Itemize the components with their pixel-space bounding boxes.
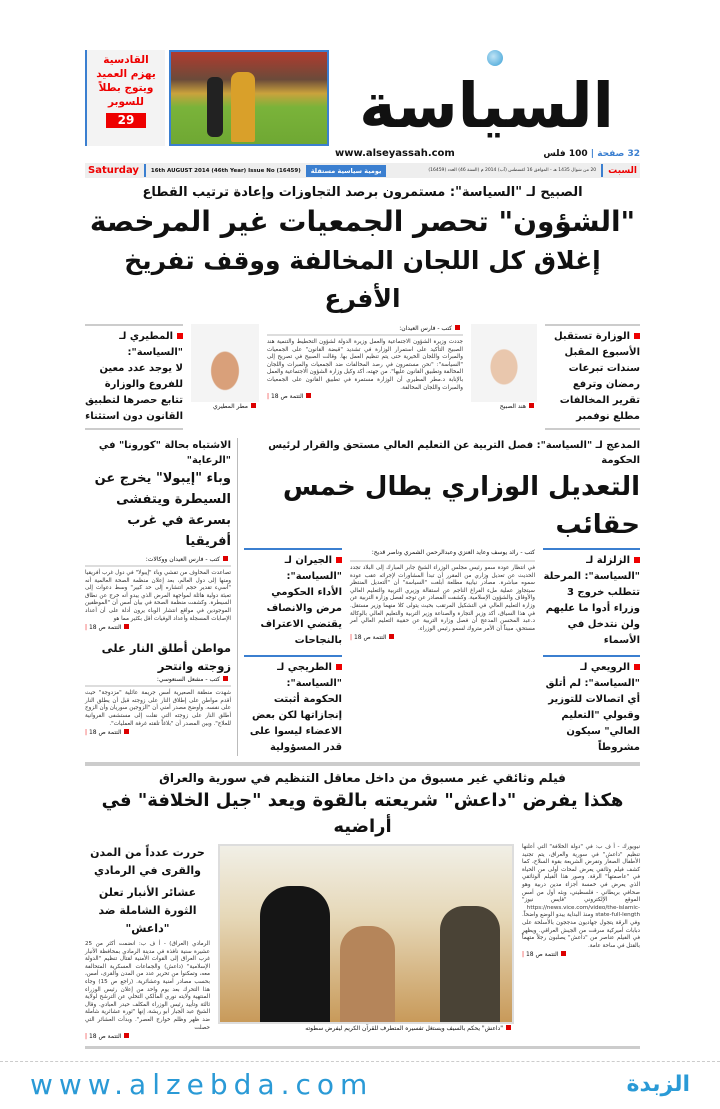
isis-continued[interactable]: | 18 التتمة ص xyxy=(522,950,640,960)
website[interactable]: www.alseyassah.com xyxy=(335,148,455,159)
lead-body: جددت وزيرة الشؤون الاجتماعية والعمل وزيرة الدولة لشؤون التخطيط والتنمية هند الصبيح التأكيد على استمرار الوزارة في تشديد "قبضة القانون" على الجمعيات والمبرات واللجان الخيرية حتى يتم تنظيم العمل بها. وقالت الصبيح في تصريح إلى "السياسة": "نحن مستمرون في رصد المخالفات ضد الجمعيات والمبرات واللجان المخالفة وتطبيق القانون عليها". من جهته، أكد وكيل وزارة الشؤون الاجتماعية والعمل بالإنابة د.مطر المطيري أن الوزارة مستمرة في تطبيق القانون على الجمعيات والمبرات واللجان المخالفة. xyxy=(267,334,463,392)
side-text: لا يوجد عدد معين للفروع والوزارة تتابع حصرها لتطبيق القانون دون استثناء xyxy=(85,363,183,422)
crime-headline[interactable]: مواطن أطلق النار على زوجته وانتحر xyxy=(101,641,231,674)
divider xyxy=(601,164,603,177)
child-figure xyxy=(340,926,395,1024)
divider xyxy=(144,164,146,177)
crime-body: شهدت منطقة الصعيرية أمس جريمة عائلية "مزدوجة" حيث أقدم مواطن على إطلاق النار على زوجته قبل أن يطلق النار على نفسه. وأوضح مصدر أمني أن "الزوجين سوريان وأن الزوج أطلق النار على زوجته التي نقلت إلى مستشفى الفروانية للعلاج". وبين المصدر أن "بلاغاً تلقته غرفة العمليات". xyxy=(85,685,231,728)
isis-body: نيويورك - أ ف ب: في "دولة الخلافة" التي أعلنها تنظيم "داعش" في سورية والعراق، يتم تجنيد الأطفال الصغار وتفرض الشريعة بقوة السلاح، كما كشف فيلم وثائقي يعرض لمحات أولى من الحياة في "عاصمتها" الرقة. وصور هذا الفيلم الوثائقي الذي يعرض في خمسة أجزاء مدين دربية وهو صحافي بريطاني - فلسطيني، وبثه أول من أمس الموقع الإلكتروني "فايس نيوز" https://news.vice.com/video/the-islamic-state-full-length ومنذ البداية يبدو الوضع واضحاً. وفي الرقة يتجول جهاديون مدججون بالأسلحة على دبابات أميركية سرقت من الجيش العراقي. ويظهر في الفيلم عناصر من "داعش" يصلبون رجلاً متهماً بالقتل في ساحة عامة. xyxy=(522,844,640,949)
date-en: 16th AUGUST 2014 (46th Year) Issue No (16459) xyxy=(150,167,301,174)
column-divider xyxy=(237,438,238,756)
ebola-continued[interactable]: | 18 التتمة ص xyxy=(85,623,231,633)
ebola-kicker[interactable]: الاشتباه بحالة "كورونا" في "الرعاية" xyxy=(98,440,231,466)
isis-body-column xyxy=(522,844,640,960)
photo-matar-almutairi xyxy=(191,324,259,402)
crime-continued[interactable]: | 18 التتمة ص xyxy=(85,728,231,738)
bullet-icon xyxy=(634,664,640,670)
lead-kicker[interactable]: الصبيح لـ "السياسة": مستمرون برصد التجاوزات وإعادة ترتيب القطاع xyxy=(142,185,583,200)
separator: | xyxy=(590,148,595,159)
lead-side-left[interactable]: المطيري لـ "السياسة": لا يوجد عدد معين للفروع والوزارة تتابع حصرها لتطبيق القانون دون استثناء xyxy=(85,324,183,430)
masthead-logo[interactable]: السياسة xyxy=(359,69,614,142)
lead-row xyxy=(85,324,640,430)
date-ar: 20 من شوال 1435 هـ - الموافق 16 اغسطس (آب) 2014 م (السنة 46) العدد (16459) xyxy=(428,167,597,173)
fighter-figure xyxy=(260,886,330,1024)
sport-photo[interactable] xyxy=(169,50,329,146)
isis-headline[interactable]: هكذا يفرض "داعش" شريعته بالقوة ويعد "جيل الخلافة" في أراضيه xyxy=(101,790,624,837)
section-divider xyxy=(85,762,640,766)
cabinet-left-column xyxy=(244,548,342,756)
bullet-icon xyxy=(336,557,342,563)
anbar-headline[interactable]: عشائر الأنبار تعلن الثورة الشاملة ضد "داعش" xyxy=(98,886,197,935)
lead-headline-2[interactable]: إغلاق كل اللجان المخالفة ووقف تفريخ الأفرع xyxy=(124,246,601,313)
isis-row xyxy=(85,844,640,1042)
anbar-continued[interactable]: | 18 التتمة ص xyxy=(85,1032,210,1042)
lead-byline: كتب - فارس العيدان: xyxy=(267,324,463,334)
isis-kicker[interactable]: فيلم وثائقي غير مسبوق من داخل معاقل التنظيم في سورية والعراق xyxy=(159,771,566,785)
cabinet-side-1[interactable]: الزلزلة لـ "السياسة": المرحلة تتطلب خروج 3 وزراء أدوا ما عليهم ولن نتدخل في الأسماء xyxy=(543,548,640,649)
cabinet-body: في انتظار عودة سمو رئيس مجلس الوزراء الشيخ جابر المبارك إلى البلاد تجدد الحديث عن تعديل وزاري من المقرر أن تبدأ المشاورات لإجرائه عقب عودة سموه مباشرة. مصادر نيابية مطلعة أبلغت "السياسة" أن "التعديل المنتظر سيتجاوز عملية ملء الفراغ الناجم عن استقالة وزيري التربية والتعليم العالي والأوقاف والشؤون الإسلامية. وكشفت المصادر عن توجه لفصل وزارة التربية عن وزارة التعليم العالي في التشكيل المرتقب بحيث يتولى كلا منهما وزير مستقل. في هذا السياق، أكد وزير التجارة والصناعة وزير التربية والتعليم العالي بالوكالة د.عبد المحسن المدعج أن فصل وزارة التربية عن حقيبة التعليم العالي أمر مستحق، مبيناً أن الأمر متروك لسمو رئيس الوزراء. xyxy=(350,560,535,633)
day-ar: السبت xyxy=(608,165,637,176)
masthead xyxy=(85,50,640,146)
anbar-column xyxy=(85,844,210,1042)
photo-left-column xyxy=(191,324,259,412)
bullet-icon xyxy=(634,557,640,563)
anbar-body: الرمادي (العراق) - أ ف ب: انضمت أكثر من 25 عشيرة سنية نافذة في مدينة الرمادي بمحافظة الأنبار غرب العراق إلى القوات الأمنية لقتال تنظيم "الدولة الإسلامية" (داعش) والجماعات العسكرية المتحالفة معه، وتمكنوا من تحرير عدد من المدن والقرى، أمس، بحسب مصادر أمنية وعشائرية. (راجع ص 15) وجاء هذا التحرك بعد يوم واحد من إعلان رئيس الوزراء المنتهية ولايته نوري المالكي التخلي عن الترشح لولاية ثالثة وتأييد رئيس الوزراء المكلف حيدر العبادي. وقال الشيخ عبد الجبار أبو ريشة، إنها "ثورة عشائرية شاملة ضد ظهر وظلم خوارج العصر". وبدأت العشائر التي حصلت xyxy=(85,941,210,1031)
isis-photo-caption: "داعش" يحكم بالسيف ويستغل تفسيره المتطرف للقرآن الكريم ليفرض سطوته xyxy=(218,1024,514,1034)
price-line xyxy=(543,149,640,159)
lead-continued[interactable]: | 18 التتمة ص xyxy=(267,392,463,402)
front-page xyxy=(85,0,640,1049)
cabinet-byline: كتب - رائد يوسف وعايد العنزي وعبدالرحمن الشمري وناصر قديح: xyxy=(371,549,535,556)
tagline: يومية سياسية مستقلة xyxy=(306,165,387,177)
cabinet-body-column xyxy=(350,548,535,643)
cabinet-headline[interactable]: التعديل الوزاري يطال خمس حقائب xyxy=(282,472,640,540)
sport-teaser[interactable] xyxy=(85,50,165,146)
photo-hind-alsubaih xyxy=(471,324,537,402)
cabinet-row xyxy=(244,548,640,756)
section-divider xyxy=(85,1046,640,1049)
photo-caption: مطر المطيري xyxy=(191,402,259,412)
photo-right-column xyxy=(471,324,537,412)
date-bar xyxy=(85,163,640,178)
lead-headline-1[interactable]: "الشؤون" تحصر الجمعيات غير المرخصة xyxy=(89,205,636,238)
lead-side-right[interactable] xyxy=(545,324,640,430)
left-column xyxy=(85,438,237,738)
bullet-icon xyxy=(634,333,640,339)
footer xyxy=(0,1062,720,1109)
footer-url[interactable]: www.alzebda.com xyxy=(30,1068,374,1102)
ebola-body: تصاعدت المخاوف من تفشي وباء "إيبولا" في دول غرب أفريقيا ومنها إلى دول العالم، بعد إعلان منظمة الصحة العالمية أنه "أسيء تقدير حجم انتشاره إلى حد كبير" وسط دعوات إلى تعبئة دولية هائلة لمواجهة المرض الذي يبدو أنه خرج عن نطاق السيطرة. وكشفت منظمة الصحة في بيان أمس أن "الموظفين الموجودين في مواقع انتشار الوباء يرون أدلة على أن أعداد الإصابات المسجلة وأعداد الوفيات أقل بكثير مما هو xyxy=(85,565,231,623)
player-figure xyxy=(231,72,255,142)
cabinet-right-column xyxy=(543,548,640,756)
footer-logo[interactable]: الزبدة xyxy=(626,1072,690,1098)
day-en: Saturday xyxy=(88,165,139,176)
cabinet-story xyxy=(238,438,640,756)
fighter-figure xyxy=(440,906,500,1024)
cabinet-side-4[interactable]: الطريجي لـ "السياسة": الحكومة أثبتت إنجازاتها لكن بعض الاعضاء ليسوا على قدر المسؤولية xyxy=(244,655,342,756)
ebola-headline[interactable]: وباء "إيبولا" يخرج عن السيطرة ويتفشى بسرعة في غرب أفريقيا xyxy=(94,471,231,549)
second-section xyxy=(85,438,640,756)
photo-caption: هند الصبيح xyxy=(471,402,537,412)
cabinet-continued[interactable]: | 18 التتمة ص xyxy=(350,633,535,643)
page-count: 32 صفحة xyxy=(597,148,640,159)
price-row xyxy=(85,148,640,159)
price: 100 فلس xyxy=(543,148,588,159)
cabinet-side-2[interactable]: الرويعي لـ "السياسة": لم أتلق أي اتصالات للتوزير وقبولي "التعليم العالي" سيكون مشروطاً xyxy=(543,655,640,756)
ebola-byline: كتب - فارس العيدان ووكالات: xyxy=(85,555,231,565)
lead-body-column xyxy=(267,324,463,402)
sport-page-number: 29 xyxy=(106,113,146,128)
anbar-subheadline[interactable]: حررت عدداً من المدن والقرى في الرمادي xyxy=(90,846,205,877)
bullet-icon xyxy=(336,664,342,670)
logo-emblem-icon xyxy=(487,50,503,66)
crime-byline: كتب - مشعل السنعوسي: xyxy=(85,675,231,685)
referee-figure xyxy=(207,77,223,137)
cabinet-kicker[interactable]: المدعج لـ "السياسة": فصل التربية عن التعليم العالي مستحق والقرار لرئيس الحكومة xyxy=(268,440,640,466)
masthead-logo-block xyxy=(333,50,640,146)
sport-headline: القادسية يهزم العميد ويتوج بطلاً للسوبر xyxy=(96,54,156,108)
side-text: الوزارة تستقبل الأسبوع المقبل سندات تبرعات رمضان وترفع تقرير المخالفات مطلع نوفمبر xyxy=(554,331,640,422)
isis-photo xyxy=(218,844,514,1024)
cabinet-side-3[interactable]: الجيران لـ "السياسة": الأداء الحكومي مرض والانصاف يقتضي الاعتراف بالنجاحات xyxy=(244,548,342,649)
isis-photo-column xyxy=(218,844,514,1034)
bullet-icon xyxy=(177,333,183,339)
